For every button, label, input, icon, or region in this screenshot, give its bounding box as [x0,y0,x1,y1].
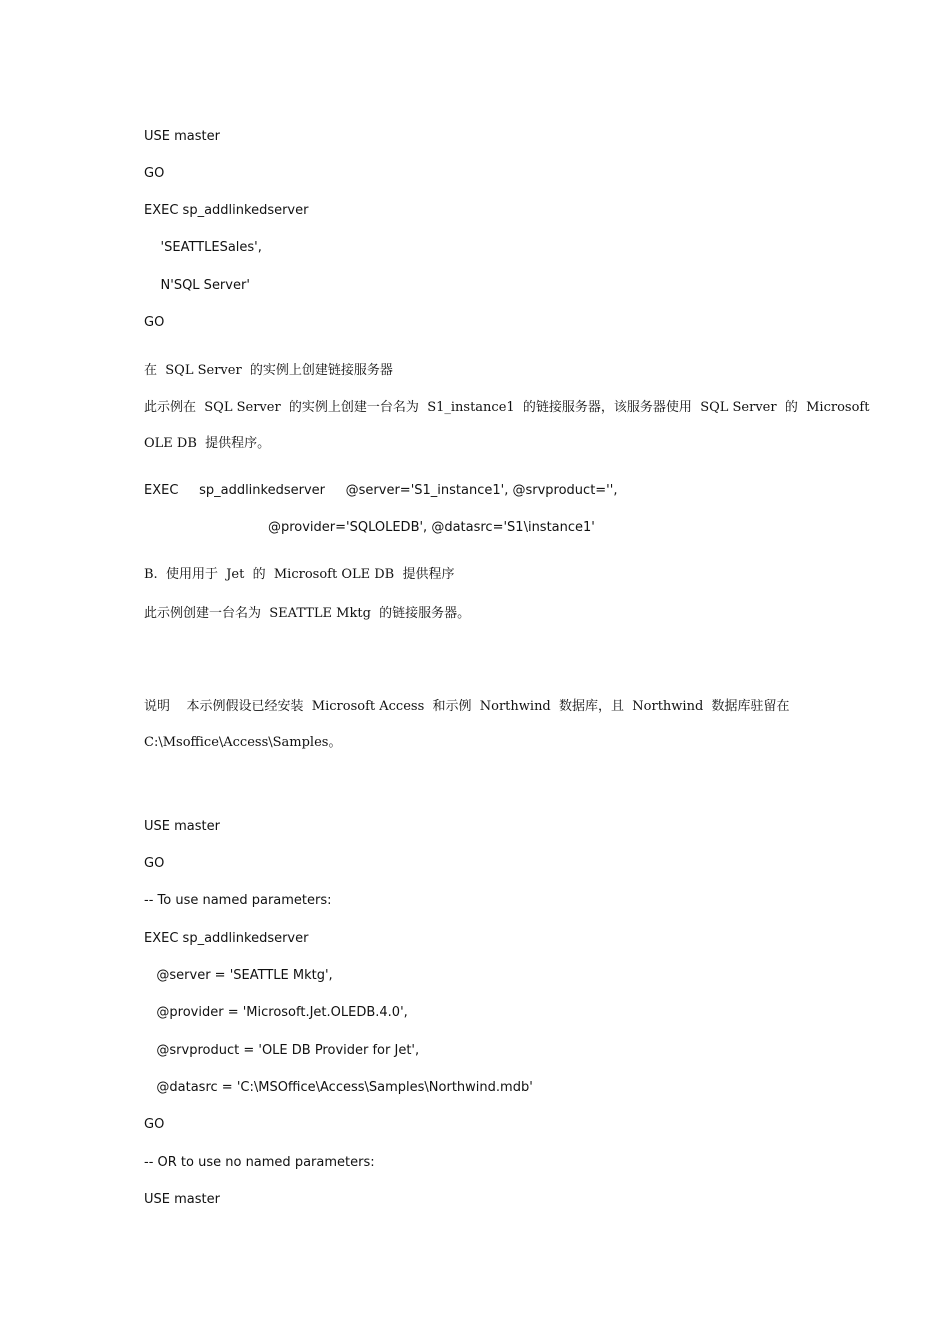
code-line: @provider='SQLOLEDB', @datasrc='S1\instance1' [144,520,595,535]
code-line: USE master [144,1192,220,1207]
code-line: @server = 'SEATTLE Mktg', [144,968,333,983]
code-line: GO [144,315,165,330]
code-line: USE master [144,819,220,834]
section-heading: B. 使用用于 Jet 的 Microsoft OLE DB 提供程序 [144,567,455,582]
code-line: GO [144,1117,165,1132]
code-line: @srvproduct = 'OLE DB Provider for Jet', [144,1043,420,1058]
code-line: 'SEATTLESales', [144,240,262,255]
code-line: USE master [144,129,220,144]
code-line: GO [144,166,165,181]
code-line: EXEC sp_addlinkedserver @server='S1_instance1', @srvproduct='', [144,483,618,498]
code-comment: -- OR to use no named parameters: [144,1155,375,1170]
code-line: @provider = 'Microsoft.Jet.OLEDB.4.0', [144,1005,408,1020]
code-line: GO [144,856,165,871]
note-line: C:\Msoffice\Access\Samples。 [144,735,342,750]
paragraph-line: 此示例创建一台名为 SEATTLE Mktg 的链接服务器。 [144,606,471,621]
paragraph-line: OLE DB 提供程序。 [144,436,271,451]
note-line: 说明 本示例假设已经安装 Microsoft Access 和示例 Northwind 数据库，且 Northwind 数据库驻留在 [144,699,790,714]
code-line: EXEC sp_addlinkedserver [144,203,309,218]
code-comment: -- To use named parameters: [144,893,332,908]
paragraph-line: 此示例在 SQL Server 的实例上创建一台名为 S1_instance1 的链接服务器，该服务器使用 SQL Server 的 Microsoft [144,400,870,415]
section-heading: 在 SQL Server 的实例上创建链接服务器 [144,363,393,378]
code-line: EXEC sp_addlinkedserver [144,931,309,946]
code-line: N'SQL Server' [144,278,250,293]
code-line: @datasrc = 'C:\MSOffice\Access\Samples\Northwind.mdb' [144,1080,533,1095]
